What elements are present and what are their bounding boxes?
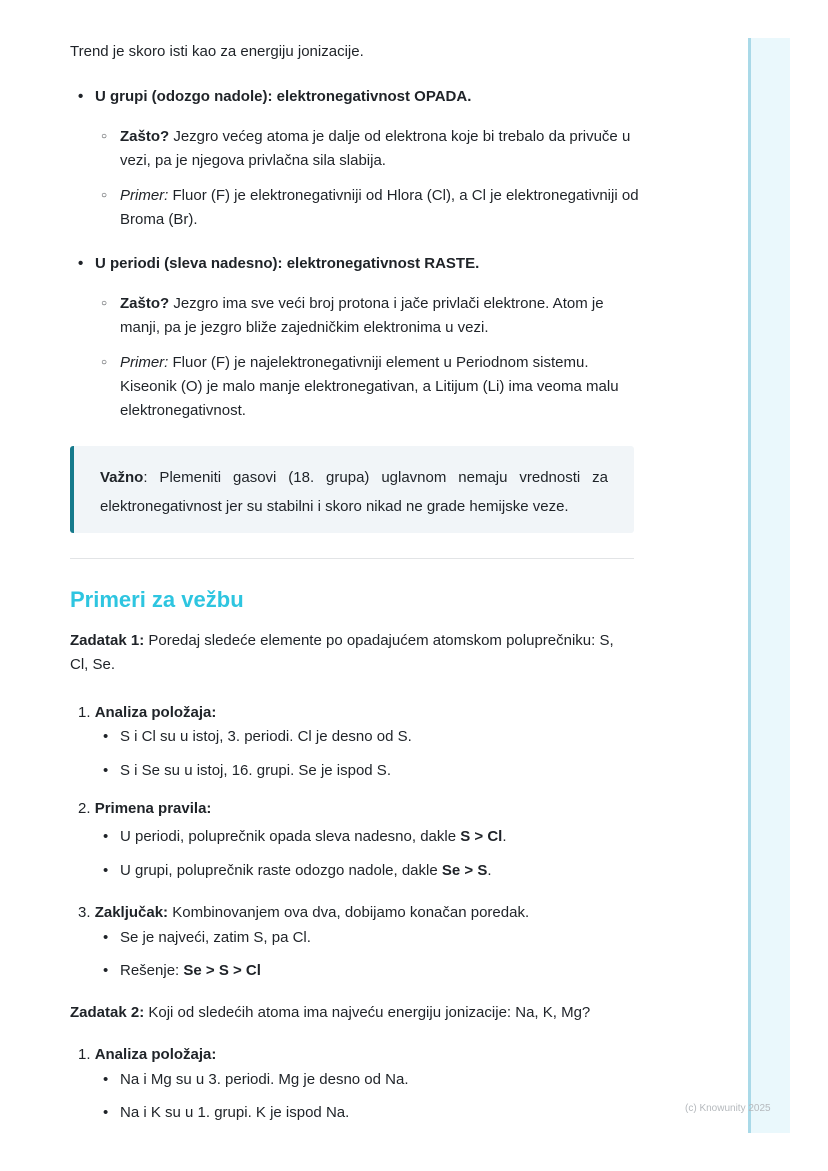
task2-statement: Zadatak 2: Koji od sledećih atoma ima najveću energiju jonizacije: Na, K, Mg? [70, 1004, 591, 1021]
watermark: (c) Knowunity 2025 [685, 1103, 771, 1114]
list-item: • S i Se su u istoj, 16. grupi. Se je ispod S. [120, 759, 391, 783]
list-item: • Na i Mg su u 3. periodi. Mg je desno od Na. [120, 1068, 409, 1092]
right-margin-panel [748, 38, 790, 1133]
intro-text: Trend je skoro isti kao za energiju jonizacije. [70, 43, 364, 60]
task1-statement: Zadatak 1: Poredaj sledeće elemente po opadajućem atomskom poluprečniku: S, Cl, Se. [70, 632, 614, 673]
task1-step3: 3. Zaključak: Kombinovanjem ova dva, dobijamo konačan poredak. [78, 904, 530, 921]
period-example: ○ Primer: Fluor (F) je najelektronegativniji element u Periodnom sistemu. Kiseonik (O) je malo manje elektronegativan, a Litijum (Li) ima veoma malu elektronegativnost. [120, 351, 640, 423]
period-why: ○ Zašto? Jezgro ima sve veći broj protona i jače privlači elektrone. Atom je manji, pa je jezgro bliže zajedničkim elektronima u vezi. [120, 292, 640, 340]
list-item: • Na i K su u 1. grupi. K je ispod Na. [120, 1101, 349, 1125]
group-example: ○ Primer: Fluor (F) je elektronegativniji od Hlora (Cl), a Cl je elektronegativniji od Broma (Br). [120, 184, 640, 232]
list-item: • U periodi, poluprečnik opada sleva nadesno, dakle S > Cl. [120, 825, 507, 849]
list-item: • S i Cl su u istoj, 3. periodi. Cl je desno od S. [120, 725, 412, 749]
task1-step2: 2. Primena pravila: [78, 800, 212, 817]
list-item: • Se je najveći, zatim S, pa Cl. [120, 926, 311, 950]
group-why: ○ Zašto? Jezgro većeg atoma je dalje od elektrona koje bi trebalo da privuče u vezi, pa je njegova privlačna sila slabija. [120, 125, 640, 173]
list-item: • Rešenje: Se > S > Cl [120, 959, 261, 983]
section-heading: Primeri za vežbu [70, 587, 244, 612]
task2-step1: 1. Analiza položaja: [78, 1046, 217, 1063]
period-title: • U periodi (sleva nadesno): elektronegativnost RASTE. [95, 252, 635, 276]
task1-step1: 1. Analiza položaja: [78, 704, 217, 721]
divider [70, 558, 634, 559]
important-callout: Važno: Plemeniti gasovi (18. grupa) uglavnom nemaju vrednosti za elektronegativnost jer su stabilni i skoro nikad ne grade hemijske veze. [70, 446, 634, 533]
list-item: • U grupi, poluprečnik raste odozgo nadole, dakle Se > S. [120, 859, 492, 883]
group-title: • U grupi (odozgo nadole): elektronegativnost OPADA. [95, 85, 635, 109]
